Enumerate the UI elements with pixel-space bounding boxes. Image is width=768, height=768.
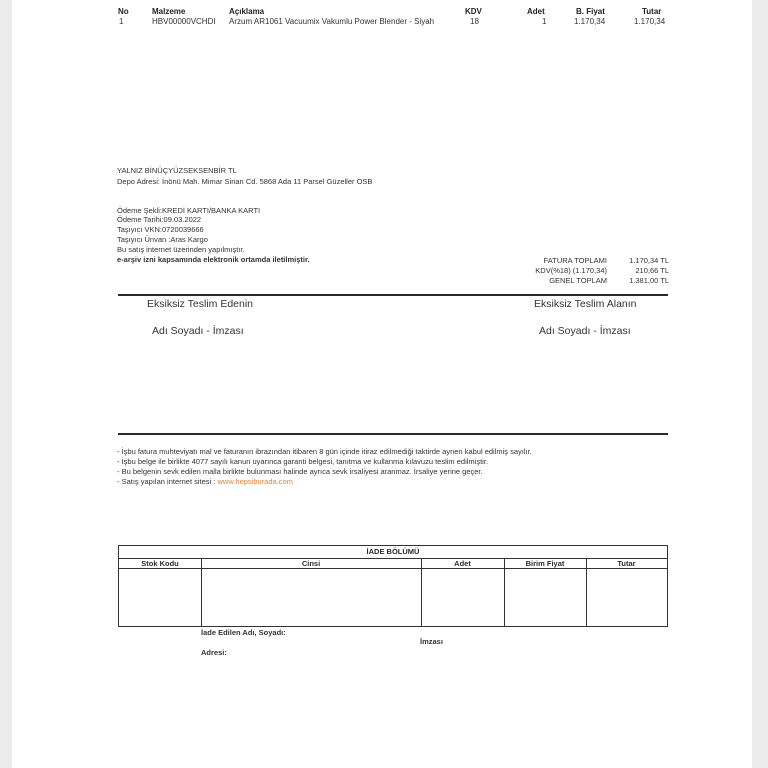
total-label-vat: KDV(%18) (1.170,34) (535, 266, 607, 275)
return-col-birim-fiyat: Birim Fiyat (504, 558, 586, 569)
col-kdv-header: KDV (465, 7, 482, 16)
total-value-vat: 210,66 TL (635, 266, 669, 275)
returner-name-label: İade Edilen Adı, Soyadı: (201, 628, 286, 637)
note-line-3: - Bu belgenin sevk edilen malla birlikte bulunması halinde ayrıca sevk irsaliyesi aranmaz. İrsaliye yerine geçer. (117, 467, 483, 476)
receiver-sign-label: Adı Soyadı - İmzası (539, 325, 631, 337)
payment-date: Ödeme Tarihi:09.03.2022 (117, 215, 202, 224)
return-table-divider (586, 558, 587, 626)
amount-in-words: YALNIZ BİNÜÇYÜZSEKSENBİR TL (117, 166, 237, 175)
return-col-cinsi: Cinsi (201, 558, 421, 569)
row-adet: 1 (542, 17, 547, 26)
row-kdv: 18 (470, 17, 479, 26)
total-label-invoice: FATURA TOPLAMI (543, 256, 607, 265)
divider-bottom (118, 433, 668, 435)
note-line-1: - İşbu fatura muhteviyatı mal ve faturanın ibrazından itibaren 8 gün içinde itiraz edilmediği taktirde aynen kabul edilmiş sayılır. (117, 447, 532, 456)
col-aciklama-header: Açıklama (229, 7, 265, 16)
website-link[interactable]: www.hepsiburada.com (217, 477, 293, 486)
col-fiyat-header: B. Fiyat (576, 7, 605, 16)
carrier-vkn: Taşıyıcı VKN:0720039666 (117, 225, 204, 234)
return-col-stok-kodu: Stok Kodu (119, 558, 201, 569)
col-malzeme-header: Malzeme (152, 7, 186, 16)
return-col-adet: Adet (421, 558, 504, 569)
row-aciklama: Arzum AR1061 Vacuumix Vakumlu Power Blender - Siyah (229, 17, 435, 26)
carrier-title: Taşıyıcı Ünvan :Aras Kargo (117, 235, 208, 244)
internet-note: Bu satış internet üzerinden yapılmıştır. (117, 245, 245, 254)
row-tutar: 1.170,34 (634, 17, 666, 26)
return-col-tutar: Tutar (586, 558, 667, 569)
total-value-invoice: 1.170,34 TL (629, 256, 669, 265)
divider-top (118, 294, 668, 296)
e-archive-note: e-arşiv izni kapsamında elektronik ortamda iletilmiştir. (117, 255, 310, 264)
note-line-2: - İşbu belge ile birlikte 4077 sayılı kanun uyarınca garanti belgesi, tanıtma ve kullanma kılavuzu teslim edilmiştir. (117, 457, 489, 466)
depot-address: Depo Adresi: İnönü Mah. Mimar Sinan Cd. 5868 Ada 11 Parsel Güzeller OSB (117, 177, 373, 186)
total-value-grand: 1.381,00 TL (629, 276, 669, 285)
row-malzeme: HBV00000VCHDI (152, 17, 216, 26)
return-table-title: İADE BÖLÜMÜ (119, 546, 667, 559)
deliverer-label: Eksiksiz Teslim Edenin (147, 298, 254, 310)
website-note (117, 477, 293, 486)
invoice-page (12, 0, 752, 768)
col-adet-header: Adet (527, 7, 545, 16)
col-tutar-header: Tutar (642, 7, 662, 16)
return-table (118, 545, 668, 627)
receiver-label: Eksiksiz Teslim Alanın (534, 298, 637, 310)
return-table-divider (504, 558, 505, 626)
return-signature-label: İmzası (420, 637, 443, 646)
return-table-divider (201, 558, 202, 626)
payment-method: Ödeme Şekli:KREDİ KARTI/BANKA KARTI (117, 206, 261, 215)
deliverer-sign-label: Adı Soyadı - İmzası (152, 325, 244, 337)
return-table-divider (421, 558, 422, 626)
total-label-grand: GENEL TOPLAM (549, 276, 607, 285)
return-address-label: Adresi: (201, 648, 227, 657)
website-label: - Satış yapılan internet sitesi : (117, 477, 216, 486)
col-no-header: No (118, 7, 129, 16)
row-no: 1 (119, 17, 124, 26)
row-fiyat: 1.170,34 (574, 17, 606, 26)
